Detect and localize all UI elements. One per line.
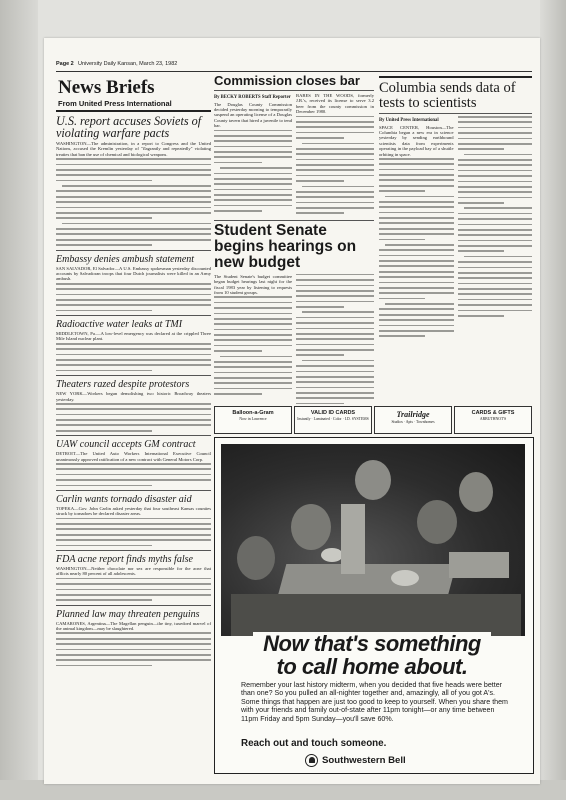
- right-column: [379, 74, 532, 404]
- story-headline: FDA acne report finds myths false: [56, 553, 193, 565]
- bell-logo-icon: [305, 754, 318, 767]
- story-headline: Radioactive water leaks at TMI: [56, 319, 183, 331]
- story-body-lines: [56, 158, 211, 246]
- story-body-lines: [56, 463, 211, 486]
- scan-edge-right: [540, 0, 566, 800]
- ad-headline-line1: Now that's something: [263, 631, 481, 656]
- news-briefs-subtitle: From United Press International: [58, 99, 172, 108]
- students-photo: [221, 444, 525, 636]
- story-headline: Carlin wants tornado disaster aid: [56, 493, 192, 505]
- story-body-lines: [214, 296, 292, 394]
- ad-slogan: Reach out and touch someone.: [241, 738, 387, 749]
- divider: [56, 250, 211, 251]
- commission-body: [214, 93, 374, 218]
- masthead: [56, 61, 532, 70]
- story-body-lines: [56, 518, 211, 547]
- story-lead: TOPEKA—Gov. John Carlin asked yesterday that four southeast Kansas counties struck by tornadoes be declared disaster areas.: [56, 505, 211, 517]
- southwestern-bell-ad: [214, 437, 534, 774]
- story-body-lines: [56, 283, 211, 312]
- byline: By United Press International: [379, 118, 439, 123]
- divider: [379, 76, 532, 78]
- columbia-headline: Columbia sends data of tests to scientists: [379, 80, 516, 111]
- story-headline: Planned law may threaten penguins: [56, 608, 200, 620]
- divider: [214, 220, 374, 221]
- divider: [56, 490, 211, 491]
- ad-name: VALID ID CARDS: [310, 410, 356, 416]
- ad-name: Balloon-a-Gram: [232, 410, 274, 416]
- story-lead: CAMARONES, Argentina—The Magellan penguin—the tiny, tuxedoed marvel of the animal kingdom—may be slaughtered.: [56, 620, 211, 632]
- ad-name: Trailridge: [396, 410, 430, 419]
- story-lead: The Douglas County Commission decided yesterday morning to temporarily suspend an operating license of a Douglas County tavern that hired a juvenile to tend bar.: [214, 101, 292, 129]
- story-headline: Theaters razed despite protestors: [56, 379, 190, 391]
- news-briefs-column: [56, 74, 211, 774]
- story-lead: DETROIT—The United Auto Workers International Executive Council unanimously approved ratification of a new contract with General Motors Corp.: [56, 451, 211, 462]
- story-body-lines: [56, 578, 211, 601]
- story-body-lines: [296, 274, 374, 405]
- scan-edge-left: [0, 0, 38, 800]
- divider: [379, 113, 532, 114]
- story-lead: WASHINGTON—The administration, in a report to Congress and the United Nations, accused the Kremlin yesterday of "flagrantly and repeatedly" violating treaties that ban the use of chemical and biological weapons.: [56, 141, 211, 157]
- story-headline: Embassy denies ambush statement: [56, 253, 195, 265]
- ad-valid-id-cards: [294, 406, 372, 434]
- story-kicker: BABES IN THE WOODS, formerly J.B.'s, received its license to serve 3.2 beer from the county commission in December 1980.: [296, 93, 374, 115]
- story-body-lines: [296, 116, 374, 214]
- news-briefs-title: News Briefs: [58, 77, 155, 98]
- ad-sub: ARBUTHNOT'S: [479, 417, 507, 421]
- story-lead: SPACE CENTER, Houston—The Columbia began a new era in science yesterday by sending earthbound scientists data from experiments operating in the payload bay of a shuttle orbiting in space.: [379, 124, 454, 157]
- paper-dateline: University Daily Kansan, March 23, 1982: [78, 61, 178, 67]
- columbia-body: [379, 116, 532, 341]
- ad-sub: Studios · Apts · Townhomes: [391, 420, 435, 424]
- story-lead: The Student Senate's budget committee began budget hearings last night for the fiscal 1983 year by listening to requests from 10 student groups.: [214, 273, 292, 295]
- ad-sub: Instantly · Laminated · Color · I.D. SYSTEMS: [297, 417, 369, 421]
- story-body-lines: [214, 130, 292, 212]
- commission-headline: Commission closes bar: [214, 73, 360, 88]
- story-headline: UAW council accepts GM contract: [56, 439, 196, 451]
- newspaper-page: [44, 38, 540, 784]
- center-column: [214, 74, 374, 404]
- ad-trailridge: [374, 406, 452, 434]
- divider: [214, 90, 374, 91]
- divider: [56, 110, 211, 112]
- ad-headline: [253, 632, 491, 678]
- divider: [56, 375, 211, 376]
- story-lead: WASHINGTON—Neither chocolate nor sex are responsible for the acne that afflicts nearly 80 percent of all adolescents.: [56, 565, 211, 577]
- ad-cards-gifts: [454, 406, 532, 434]
- byline: By BECKY ROBERTS Staff Reporter: [214, 95, 291, 100]
- story-body-lines: [56, 343, 211, 372]
- page-label: Page 2: [56, 61, 74, 67]
- story-body-lines: [379, 158, 454, 337]
- ad-headline-line2: to call home about.: [276, 654, 468, 679]
- story-lead: NEW YORK—Workers began demolishing two historic Broadway theaters yesterday.: [56, 391, 211, 402]
- senate-headline: Student Senate begins hearings on new budget: [214, 221, 357, 271]
- ad-strip: [214, 406, 532, 434]
- story-lead: MIDDLETOWN, Pa.—A low-level emergency was declared at the crippled Three Mile Island nuclear plant.: [56, 331, 211, 342]
- ad-body-copy: Remember your last history midterm, when you decided that five heads were better than one? So you pulled an all-nighter together and, amazingly, all of you got A's. Some things that happen are just too good to keep to yourself. When you share them with your friends and family out-of-state after 11pm tonight—or any time between 11pm Friday and 5pm Sunday—you'll save 60%.: [241, 681, 508, 723]
- ad-brand: [305, 754, 406, 767]
- ad-balloon-a-gram: [214, 406, 292, 434]
- ad-brand-name: Southwestern Bell: [322, 755, 406, 766]
- divider: [56, 550, 211, 551]
- divider: [56, 315, 211, 316]
- ad-sub: Now in Lawrence: [239, 417, 267, 421]
- story-body-lines: [56, 403, 211, 432]
- divider: [56, 605, 211, 606]
- story-headline: U.S. report accuses Soviets of violating warfare pacts: [56, 114, 202, 140]
- story-body-lines: [56, 632, 211, 666]
- story-body-lines: [458, 116, 533, 317]
- top-rule: [56, 71, 532, 72]
- senate-body: [214, 274, 374, 408]
- ad-name: CARDS & GIFTS: [471, 410, 515, 416]
- divider: [56, 435, 211, 436]
- story-lead: SAN SALVADOR, El Salvador—A U.S. Embassy spokesman yesterday discounted accounts by Salvadoran troops that four Dutch journalists were killed in an Army ambush.: [56, 265, 211, 282]
